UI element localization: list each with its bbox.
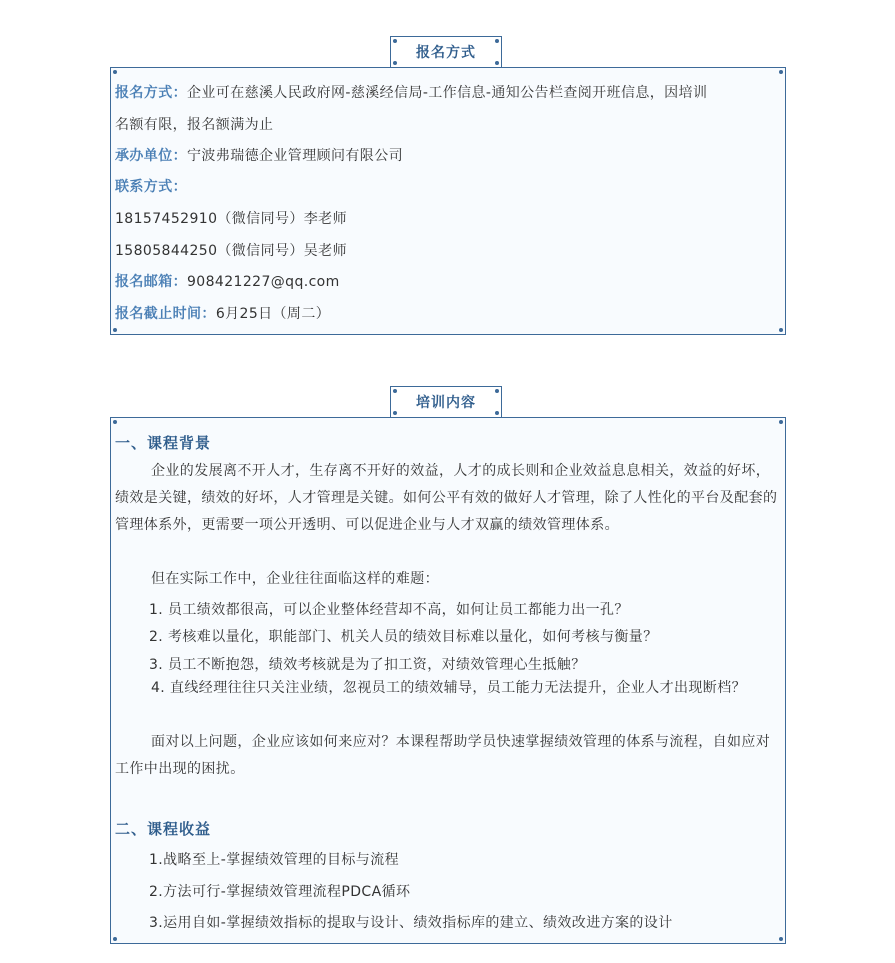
registration-section (110, 36, 786, 336)
benefits-heading: 二、课程收益 (115, 820, 212, 838)
corner-dot (779, 70, 783, 74)
background-heading: 一、课程背景 (115, 434, 212, 452)
contact-line (115, 176, 187, 196)
corner-dot (779, 937, 783, 941)
organizer-label: 承办单位： (115, 148, 187, 164)
contact-phone-2: 15805844250（微信同号）吴老师 (115, 243, 347, 259)
deadline-label: 报名截止时间： (115, 306, 216, 322)
training-box (110, 417, 786, 944)
benefit-item-1: 1.战略至上-掌握绩效管理的目标与流程 (149, 852, 400, 868)
training-section (110, 386, 786, 946)
registration-title-text: 报名方式 (416, 45, 476, 61)
problem-item-1: 1. 员工绩效都很高，可以企业整体经营却不高，如何让员工都能力出一孔？ (149, 602, 629, 618)
deadline-line (115, 303, 330, 323)
organizer-value: 宁波弗瑞德企业管理顾问有限公司 (187, 148, 403, 164)
contact-label: 联系方式： (115, 179, 187, 195)
benefit-item-3: 3.运用自如-掌握绩效指标的提取与设计、绩效指标库的建立、绩效改进方案的设计 (149, 915, 673, 931)
registration-method-line (115, 82, 707, 102)
organizer-line (115, 145, 403, 165)
corner-dot (495, 39, 499, 43)
corner-dot (393, 39, 397, 43)
email-line (115, 271, 340, 291)
registration-method-cont: 名额有限，报名额满为止 (115, 117, 274, 133)
registration-box (110, 67, 786, 335)
background-paragraph-3: 面对以上问题，企业应该如何来应对？本课程帮助学员快速掌握绩效管理的体系与流程，自如应对工作中出现的困扰。 (115, 734, 771, 777)
corner-dot (113, 420, 117, 424)
email-label: 报名邮箱： (115, 274, 187, 290)
registration-method-text: 企业可在慈溪人民政府网-慈溪经信局-工作信息-通知公告栏查阅开班信息，因培训 (187, 85, 708, 101)
registration-method-label: 报名方式： (115, 85, 187, 101)
email-value: 908421227@qq.com (187, 274, 340, 290)
background-paragraph-1: 企业的发展离不开人才，生存离不开好的效益，人才的成长则和企业效益息息相关，效益的好坏，绩效是关键，绩效的好坏，人才管理是关键。如何公平有效的做好人才管理，除了人性化的平台及配套的管理体系外，更需要一项公开透明、可以促进企业与人才双赢的绩效管理体系。 (115, 463, 778, 533)
contact-phone-1: 18157452910（微信同号）李老师 (115, 211, 347, 227)
corner-dot (113, 937, 117, 941)
problem-item-3: 3. 员工不断抱怨，绩效考核就是为了扣工资，对绩效管理心生抵触？ (149, 657, 586, 673)
deadline-value: 6月25日（周二） (215, 306, 331, 322)
training-title (390, 386, 502, 418)
corner-dot (113, 328, 117, 332)
registration-title (390, 36, 502, 68)
corner-dot (113, 70, 117, 74)
training-title-text: 培训内容 (416, 395, 476, 411)
corner-dot (779, 328, 783, 332)
problem-item-4: 4. 直线经理往往只关注业绩，忽视员工的绩效辅导，员工能力无法提升，企业人才出现断档？ (151, 680, 747, 696)
corner-dot (779, 420, 783, 424)
corner-dot (393, 389, 397, 393)
background-paragraph-2: 但在实际工作中，企业往往面临这样的难题： (151, 571, 439, 587)
problem-item-2: 2. 考核难以量化，职能部门、机关人员的绩效目标难以量化，如何考核与衡量？ (149, 629, 658, 645)
benefit-item-2: 2.方法可行-掌握绩效管理流程PDCA循环 (149, 884, 411, 900)
corner-dot (495, 389, 499, 393)
